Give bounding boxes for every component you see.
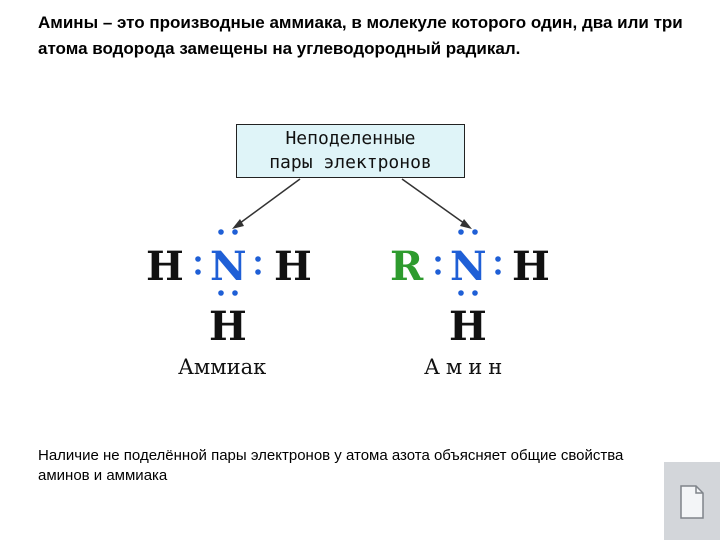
ammonia-formula — [146, 229, 312, 379]
footer-text: Наличие не поделённой пары электронов у атома азота объясняет общие свойства аминов и аммиака — [38, 447, 624, 484]
amine-caption: Амин — [424, 355, 509, 379]
ammonia-nitrogen: N — [210, 243, 247, 290]
callout-line-2: пары электронов — [269, 152, 432, 173]
amine-radical: R — [390, 243, 424, 290]
arrowhead-ammonia — [232, 219, 244, 229]
amine-formula — [390, 229, 550, 379]
arrowhead-amine — [460, 219, 472, 229]
ammonia-left-h: H — [146, 243, 184, 290]
amine-bottom-h: H — [449, 303, 487, 350]
callout-arrows — [236, 179, 468, 226]
document-icon[interactable] — [678, 476, 706, 522]
arrow-to-ammonia — [236, 179, 300, 226]
callout-line-1: Неподеленные — [285, 128, 416, 149]
amine-nitrogen: N — [450, 243, 487, 290]
ammonia-caption: Аммиак — [178, 355, 267, 379]
ammonia-right-h: H — [274, 243, 312, 290]
slide-heading: Амины – это производные аммиака, в молекуле которого один, два или три атома водорода замещены на углеводородный радикал. — [38, 13, 683, 58]
amine-right-h: H — [512, 243, 550, 290]
arrow-to-amine — [402, 179, 468, 226]
ammonia-bottom-h: H — [209, 303, 247, 350]
